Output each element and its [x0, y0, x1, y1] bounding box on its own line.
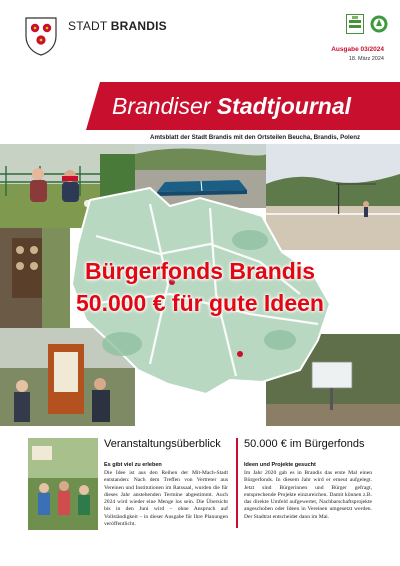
photo-children-scene — [28, 438, 98, 530]
right-column-kicker: Ideen und Projekte gesucht — [244, 462, 316, 468]
journal-title-bold: Stadtjournal — [216, 93, 351, 119]
green-seal-logo-icon — [370, 14, 388, 34]
left-column-body: Die Idee ist aus den Reihen der Mit-Mach-Stadt entstanden: Nach dem Treffen von Vertreter aus Vereinen und Institutionen im Ratssaal, wurden die für dieses Jahr anstehenden Termine abgestimmt. Auch 2024 wird wieder eine Menge los sein. Die Übersicht bis in den Juni wird – ohne Anspruch auf Vollständigkeit – in dieser Ausgabe für Ihre Planungen veröffentlicht. — [104, 470, 228, 528]
cover-headline-line1: Bürgerfonds Brandis — [84, 258, 316, 284]
left-column-kicker: Es gibt viel zu erleben — [104, 462, 162, 468]
issue-date: 18. März 2024 — [348, 56, 384, 62]
brand-bold: BRANDIS — [110, 19, 167, 33]
journal-subtitle: Amtsblatt der Stadt Brandis mit den Ortsteilen Beucha, Brandis, Polenz — [150, 134, 361, 141]
right-column-body: Im Jahr 2020 gab es in Brandis das erste Mal einen Bürgerfonds. In diesem Jahr wird er erneut aufgelegt. Jetzt sind Bürgerinnen und Bürger gefragt, entsprechende Projekte einzureichen. Damit können z.B. das direkte Umfeld aufgewertet, Nachbarschaftsprojekte angeschoben oder Ideen in Vereinen umgesetzt werden. Der Stadtrat entscheidet dann im Mai. — [244, 470, 372, 520]
photo-children-event — [28, 438, 98, 530]
partner-logos — [346, 14, 388, 34]
right-column-heading: 50.000 € im Bürgerfonds — [244, 438, 365, 450]
cover-headline-line2: 50.000 € für gute Ideen — [76, 290, 324, 316]
town-hall-logo-icon — [346, 14, 364, 34]
column-divider — [236, 438, 238, 528]
journal-title-light: Brandiser — [112, 93, 217, 119]
city-crest-icon — [24, 16, 58, 56]
city-brand — [68, 19, 167, 33]
cover-collage — [0, 144, 400, 426]
issue-number: Ausgabe 03/2024 — [331, 46, 384, 53]
left-column-heading: Veranstaltungsüberblick — [104, 438, 221, 450]
brand-light: STADT — [68, 19, 111, 33]
journal-title — [112, 89, 351, 123]
city-map — [0, 144, 400, 426]
